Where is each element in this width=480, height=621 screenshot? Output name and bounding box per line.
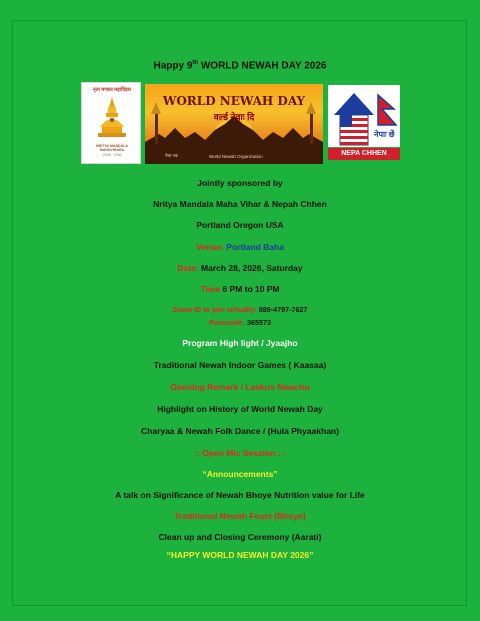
program-item: Charyaa & Newah Folk Dance / (Hula Phyaakhan)	[141, 426, 339, 436]
nritya-mandala-logo: नृत्य मण्डल महाविहार NRITYA MANDALA MAHAVIHARA 2005 · USA	[81, 82, 141, 164]
zoom-id: Zoom ID to join virtually: 889-4797-7627	[172, 305, 308, 314]
program-item: “Announcements”	[202, 469, 278, 479]
location: Portland Oregon USA	[196, 220, 284, 230]
world-newah-day-banner: WORLD NEWAH DAY वर्ल्ड नेवाः दि नेवा नवः World Newah Organization	[145, 84, 323, 164]
nepa-chhen-caption: NEPA CHHEN	[328, 148, 400, 160]
program-item: :: Open Mic Session : :	[194, 448, 286, 458]
closing-greeting: “HAPPY WORLD NEWAH DAY 2026”	[166, 550, 314, 560]
venue: Venue: Portland Baha	[196, 242, 284, 252]
time: Time 6 PM to 10 PM	[200, 284, 280, 294]
passcode: Passcode: 365573	[209, 318, 271, 327]
nepa-chhen-logo: नेपाः छें	[328, 85, 400, 147]
program-item: Opening Remark / Laskus Nwachu	[170, 382, 310, 392]
program-item: A talk on Significance of Newah Bhoye Nutrition value for Life	[115, 490, 365, 500]
program-heading: Program High light / Jyaajho	[182, 338, 298, 348]
program-item: Traditional Newah Indoor Games ( Kaasaa)	[153, 360, 327, 370]
sponsors: Nritya Mandala Maha Vihar & Nepah Chhen	[153, 199, 327, 209]
page-title: Happy 9th WORLD NEWAH DAY 2026	[153, 60, 327, 72]
date: Date: March 28, 2026, Saturday	[177, 263, 303, 273]
program-item: Clean up and Closing Ceremony (Aarati)	[158, 532, 322, 542]
sponsored-by: Jointly sponsored by	[197, 178, 283, 188]
program-item: Highlight on History of World Newah Day	[157, 404, 323, 414]
logo-row	[0, 82, 480, 166]
program-item: Traditional Newah Feast (Bhoye)	[174, 511, 306, 521]
